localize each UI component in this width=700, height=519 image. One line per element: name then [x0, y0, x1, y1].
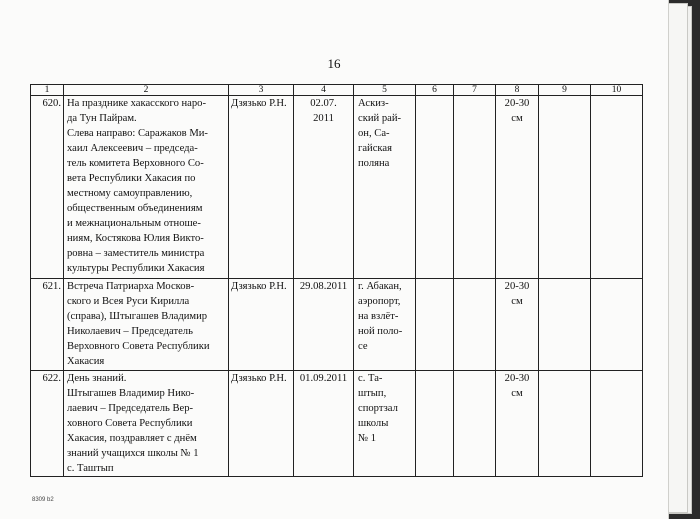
photo-description: [64, 371, 229, 477]
column-number: 5: [354, 85, 416, 96]
size-line: 20-30: [504, 98, 530, 109]
description-line: ровна – заместитель министра: [67, 248, 205, 259]
location: [354, 371, 416, 477]
description-line: Верховного Совета Республики: [67, 341, 210, 352]
empty-cell: [416, 279, 454, 371]
date-line: 02.07.: [310, 98, 337, 109]
size-line: см: [511, 113, 523, 124]
location-line: поляна: [358, 158, 390, 169]
author: Дзязько Р.Н.: [229, 371, 294, 477]
location-line: штып,: [358, 388, 387, 399]
description-line: ховного Совета Республики: [67, 418, 193, 429]
location-line: г. Абакан,: [358, 281, 402, 292]
column-number: 4: [294, 85, 354, 96]
empty-cell: [539, 371, 591, 477]
footer-code: 8309 b2: [32, 497, 54, 503]
column-number: 1: [31, 85, 64, 96]
empty-cell: [591, 279, 643, 371]
row-number: 620.: [31, 96, 64, 279]
size-line: 20-30: [504, 373, 530, 384]
description-line: На празднике хакасского наро-: [67, 98, 207, 109]
date-line: 2011: [313, 113, 334, 124]
column-number: 6: [416, 85, 454, 96]
description-line: Штыгашев Владимир Нико-: [67, 388, 195, 399]
date: [294, 371, 354, 477]
empty-cell: [416, 371, 454, 477]
column-number: 3: [229, 85, 294, 96]
empty-cell: [591, 371, 643, 477]
description-line: да Тун Пайрам.: [67, 113, 137, 124]
table-row: [31, 279, 643, 371]
date-line: 01.09.2011: [299, 373, 348, 384]
location-line: он, Са-: [358, 128, 390, 139]
date-line: 29.08.2011: [299, 281, 348, 292]
size-line: 20-30: [504, 281, 530, 292]
empty-cell: [454, 279, 496, 371]
description-line: общественным объединениям: [67, 203, 203, 214]
description-line: тель комитета Верховного Со-: [67, 158, 204, 169]
location-line: аэропорт,: [358, 296, 401, 307]
description-line: (справа), Штыгашев Владимир: [67, 311, 208, 322]
description-line: Встреча Патриарха Москов-: [67, 281, 195, 292]
empty-cell: [539, 279, 591, 371]
date: [294, 279, 354, 371]
location-line: Аскиз-: [358, 98, 389, 109]
table-row: [31, 96, 643, 279]
empty-cell: [454, 371, 496, 477]
location-line: на взлёт-: [358, 311, 399, 322]
description-line: Николаевич – Председатель: [67, 326, 193, 337]
row-number: 622.: [31, 371, 64, 477]
description-line: ского и Всея Руси Кирилла: [67, 296, 190, 307]
empty-cell: [454, 96, 496, 279]
location-line: спортзал: [358, 403, 398, 414]
description-line: знаний учащихся школы № 1: [67, 448, 199, 459]
empty-cell: [416, 96, 454, 279]
location-line: с. Та-: [358, 373, 383, 384]
location-line: гайская: [358, 143, 392, 154]
photo-register-table: [30, 84, 643, 477]
table-row: [31, 371, 643, 477]
date: [294, 96, 354, 279]
author: Дзязько Р.Н.: [229, 96, 294, 279]
photo-size: [496, 279, 539, 371]
empty-cell: [539, 96, 591, 279]
description-line: лаевич – Председатель Вер-: [67, 403, 194, 414]
page-number: 16: [327, 56, 341, 71]
description-line: хаил Алексеевич – председа-: [67, 143, 198, 154]
row-number: 621.: [31, 279, 64, 371]
description-line: День знаний.: [67, 373, 127, 384]
column-number: 2: [64, 85, 229, 96]
size-line: см: [511, 388, 523, 399]
empty-cell: [591, 96, 643, 279]
column-number: 7: [454, 85, 496, 96]
column-number: 8: [496, 85, 539, 96]
size-line: см: [511, 296, 523, 307]
description-line: с. Таштып: [67, 463, 114, 474]
description-line: местному самоуправлению,: [67, 188, 193, 199]
column-number: 9: [539, 85, 591, 96]
location-line: се: [358, 341, 368, 352]
description-line: вета Республики Хакасия по: [67, 173, 196, 184]
description-line: культуры Республики Хакасия: [67, 263, 205, 274]
location: [354, 96, 416, 279]
location-line: ский рай-: [358, 113, 402, 124]
description-line: ниям, Костякова Юлия Викто-: [67, 233, 204, 244]
description-line: Хакасия: [67, 356, 105, 367]
author: Дзязько Р.Н.: [229, 279, 294, 371]
photo-description: [64, 279, 229, 371]
column-number-row: [31, 85, 643, 96]
location-line: № 1: [358, 433, 377, 444]
location-line: школы: [358, 418, 389, 429]
column-number: 10: [591, 85, 643, 96]
photo-size: [496, 371, 539, 477]
location-line: ной поло-: [358, 326, 403, 337]
description-line: и межнациональным отноше-: [67, 218, 201, 229]
location: [354, 279, 416, 371]
photo-description: [64, 96, 229, 279]
photo-size: [496, 96, 539, 279]
description-line: Хакасия, поздравляет с днём: [67, 433, 197, 444]
description-line: Слева направо: Саражаков Ми-: [67, 128, 208, 139]
